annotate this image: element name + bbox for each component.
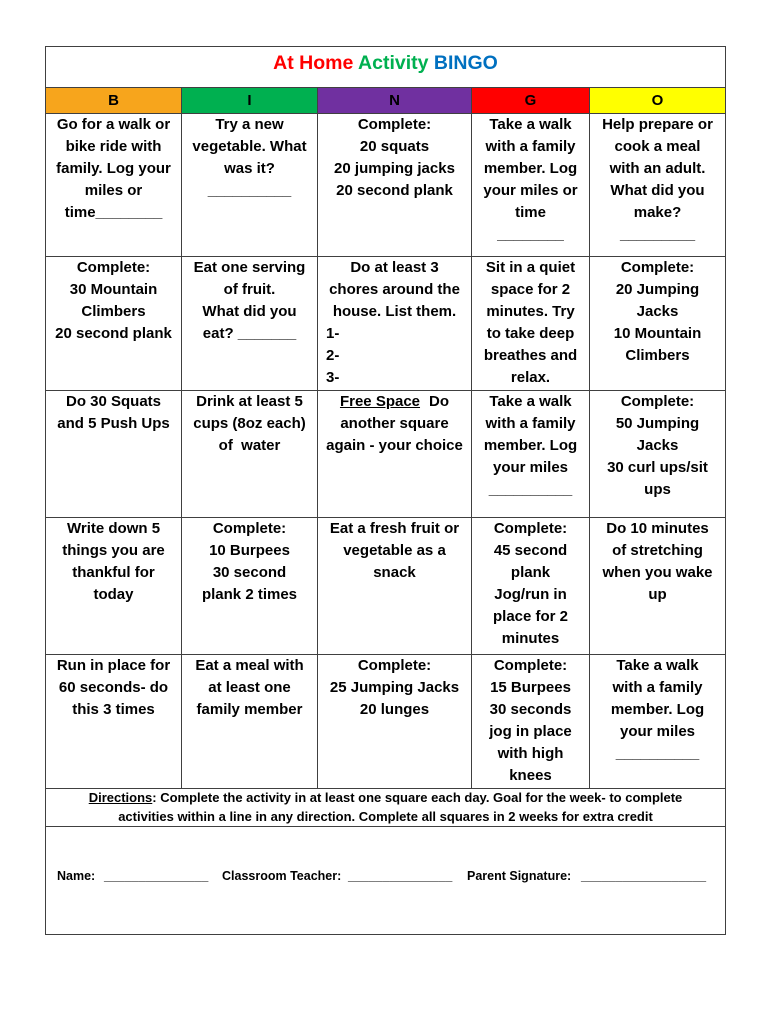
- bingo-square-b5: Run in place for 60 seconds- do this 3 times: [46, 655, 182, 789]
- chore-blank-1: 1-: [326, 325, 340, 342]
- bingo-square-i3: Drink at least 5 cups (8oz each) of water: [182, 391, 318, 518]
- bingo-square-n2: [318, 257, 472, 391]
- header-b: B: [46, 88, 182, 114]
- bingo-square-n3-free-space: [318, 391, 472, 518]
- page-title: [46, 47, 726, 88]
- header-o: O: [590, 88, 726, 114]
- bingo-square-g5: Complete: 15 Burpees 30 seconds jog in place with high knees: [472, 655, 590, 789]
- bingo-square-g4: Complete: 45 second plank Jog/run in place for 2 minutes: [472, 518, 590, 655]
- directions: [46, 789, 726, 827]
- title-bingo: BINGO: [433, 52, 498, 74]
- bingo-square-i5: Eat a meal with at least one family member: [182, 655, 318, 789]
- bingo-square-b3: Do 30 Squats and 5 Push Ups: [46, 391, 182, 518]
- bingo-square-n5: Complete: 25 Jumping Jacks 20 lunges: [318, 655, 472, 789]
- bingo-square-g1: Take a walk with a family member. Log your miles or time ________: [472, 114, 590, 257]
- bingo-square-n1: Complete: 20 squats 20 jumping jacks 20 second plank: [318, 114, 472, 257]
- bingo-sheet: [45, 46, 726, 935]
- chore-blank-2: 2-: [326, 347, 340, 364]
- square-text: Do at least 3 chores around the house. List them.: [329, 259, 460, 320]
- bingo-square-i2: Eat one serving of fruit. What did you eat? _______: [182, 257, 318, 391]
- bingo-square-i1: Try a new vegetable. What was it? __________: [182, 114, 318, 257]
- directions-line-1: [46, 789, 725, 808]
- bingo-square-o3: Complete: 50 Jumping Jacks 30 curl ups/sit ups: [590, 391, 726, 518]
- classroom-teacher-label: Classroom Teacher:: [222, 869, 342, 883]
- chore-blank-3: 3-: [326, 369, 340, 386]
- bingo-square-o4: Do 10 minutes of stretching when you wake up: [590, 518, 726, 655]
- header-g: G: [472, 88, 590, 114]
- title-at-home: At Home: [273, 52, 354, 74]
- free-space-label: Free Space: [339, 393, 421, 410]
- directions-text-2: activities within a line in any direction. Complete all squares in 2 weeks for extra credit: [118, 808, 653, 824]
- parent-signature-label: Parent Signature:: [467, 869, 572, 883]
- bingo-square-i4: Complete: 10 Burpees 30 second plank 2 times: [182, 518, 318, 655]
- header-n: N: [318, 88, 472, 114]
- bingo-square-o5: Take a walk with a family member. Log your miles __________: [590, 655, 726, 789]
- bingo-square-o2: Complete: 20 Jumping Jacks 10 Mountain Climbers: [590, 257, 726, 391]
- bingo-square-b2: Complete: 30 Mountain Climbers 20 second plank: [46, 257, 182, 391]
- free-space-text: [322, 391, 467, 457]
- parent-signature-blank: __________________: [581, 869, 707, 883]
- bingo-square-g2: Sit in a quiet space for 2 minutes. Try to take deep breathes and relax.: [472, 257, 590, 391]
- bingo-square-g3: Take a walk with a family member. Log your miles __________: [472, 391, 590, 518]
- header-i: I: [182, 88, 318, 114]
- chores-list: [322, 323, 467, 389]
- bingo-square-b1: Go for a walk or bike ride with family. Log your miles or time________: [46, 114, 182, 257]
- bingo-square-b4: Write down 5 things you are thankful for today: [46, 518, 182, 655]
- title-activity: Activity: [358, 52, 429, 74]
- signature-row: [46, 827, 726, 935]
- directions-line-2: [46, 808, 725, 827]
- bingo-square-n4: Eat a fresh fruit or vegetable as a snack: [318, 518, 472, 655]
- classroom-teacher-blank: _______________: [348, 869, 453, 883]
- directions-label: Directions: [88, 790, 153, 805]
- name-blank: _______________: [104, 869, 209, 883]
- bingo-square-o1: Help prepare or cook a meal with an adult. What did you make? _________: [590, 114, 726, 257]
- free-space-instructions: Do another square again - your choice: [326, 393, 463, 454]
- name-label: Name:: [57, 869, 96, 883]
- directions-text-1: : Complete the activity in at least one square each day. Goal for the week- to complete: [152, 790, 683, 805]
